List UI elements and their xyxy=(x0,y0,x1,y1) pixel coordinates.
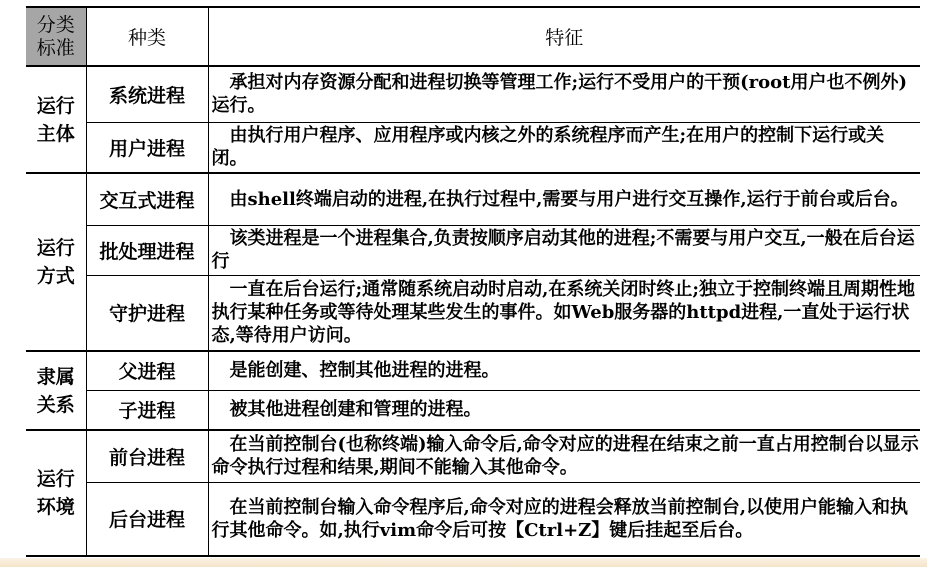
table-row xyxy=(26,275,920,351)
kind-cell: 交互式进程 xyxy=(86,173,208,225)
feature-cell xyxy=(208,173,920,225)
header-category-cell xyxy=(26,7,86,66)
table-row xyxy=(26,430,920,482)
feature-text: 由执行用户程序、应用程序或内核之外的系统程序而产生;在用户的控制下运行或关闭。 xyxy=(211,125,885,170)
table-header-row xyxy=(26,7,920,66)
kind-cell: 父进程 xyxy=(86,351,208,390)
category-line2: 主体 xyxy=(36,122,75,145)
category-line2: 环境 xyxy=(36,496,75,518)
category-cell-run-environment xyxy=(26,430,86,556)
category-line2: 方式 xyxy=(36,265,75,287)
category-line1: 运行 xyxy=(36,94,75,117)
kind-cell: 后台进程 xyxy=(86,482,208,556)
table-row xyxy=(26,390,920,430)
table-row xyxy=(26,225,920,275)
feature-text: 由shell终端启动的进程,在执行过程中,需要与用户进行交互操作,运行于前台或后台。 xyxy=(229,188,909,210)
feature-cell xyxy=(208,66,920,122)
category-line1: 运行 xyxy=(36,468,75,490)
table-row xyxy=(26,482,920,556)
table-row xyxy=(26,173,920,225)
feature-cell xyxy=(208,390,920,430)
header-category-line2: 标准 xyxy=(36,36,75,59)
feature-cell xyxy=(208,482,920,556)
feature-text: 在当前控制台(也称终端)输入命令后,命令对应的进程在结束之前一直占用控制台以显示命令执行过程和结果,期间不能输入其他命令。 xyxy=(211,434,919,479)
header-kind-cell: 种类 xyxy=(86,7,208,66)
feature-cell xyxy=(208,225,920,275)
feature-text: 在当前控制台输入命令程序后,命令对应的进程会释放当前控制台,以使用户能输入和执行其他命令。如,执行vim命令后可按【Ctrl+Z】键后挂起至后台。 xyxy=(211,496,909,541)
feature-cell xyxy=(208,351,920,390)
feature-cell xyxy=(208,430,920,482)
table-row xyxy=(26,122,920,173)
kind-cell: 前台进程 xyxy=(86,430,208,482)
feature-text: 是能创建、控制其他进程的进程。 xyxy=(229,360,500,382)
feature-text: 被其他进程创建和管理的进程。 xyxy=(229,399,482,421)
kind-cell: 批处理进程 xyxy=(86,225,208,275)
category-cell-affiliation xyxy=(26,351,86,430)
kind-cell: 用户进程 xyxy=(86,122,208,173)
feature-text: 一直在后台运行;通常随系统启动时启动,在系统关闭时终止;独立于控制终端且周期性地执行某种任务或等待处理某些发生的事件。如Web服务器的httpd进程,一直处于运行状态,等待用户访问。 xyxy=(211,279,916,347)
feature-text: 该类进程是一个进程集合,负责按顺序启动其他的进程;不需要与用户交互,一般在后台运行 xyxy=(211,228,915,272)
category-cell-run-mode xyxy=(26,173,86,351)
kind-cell: 守护进程 xyxy=(86,275,208,351)
header-feature-cell: 特征 xyxy=(208,7,920,66)
feature-cell xyxy=(208,275,920,351)
category-cell-run-subject xyxy=(26,66,86,173)
category-line2: 关系 xyxy=(36,393,75,416)
header-category-line1: 分类 xyxy=(36,13,75,36)
category-line1: 隶属 xyxy=(36,365,75,388)
category-line1: 运行 xyxy=(36,237,75,259)
process-classification-table xyxy=(26,6,920,557)
table-row xyxy=(26,66,920,122)
kind-cell: 系统进程 xyxy=(86,66,208,122)
feature-text: 承担对内存资源分配和进程切换等管理工作;运行不受用户的干预(root用户也不例外)运行。 xyxy=(211,72,907,117)
kind-cell: 子进程 xyxy=(86,390,208,430)
table-row xyxy=(26,351,920,390)
feature-cell xyxy=(208,122,920,173)
bottom-decorative-strip xyxy=(0,558,927,567)
